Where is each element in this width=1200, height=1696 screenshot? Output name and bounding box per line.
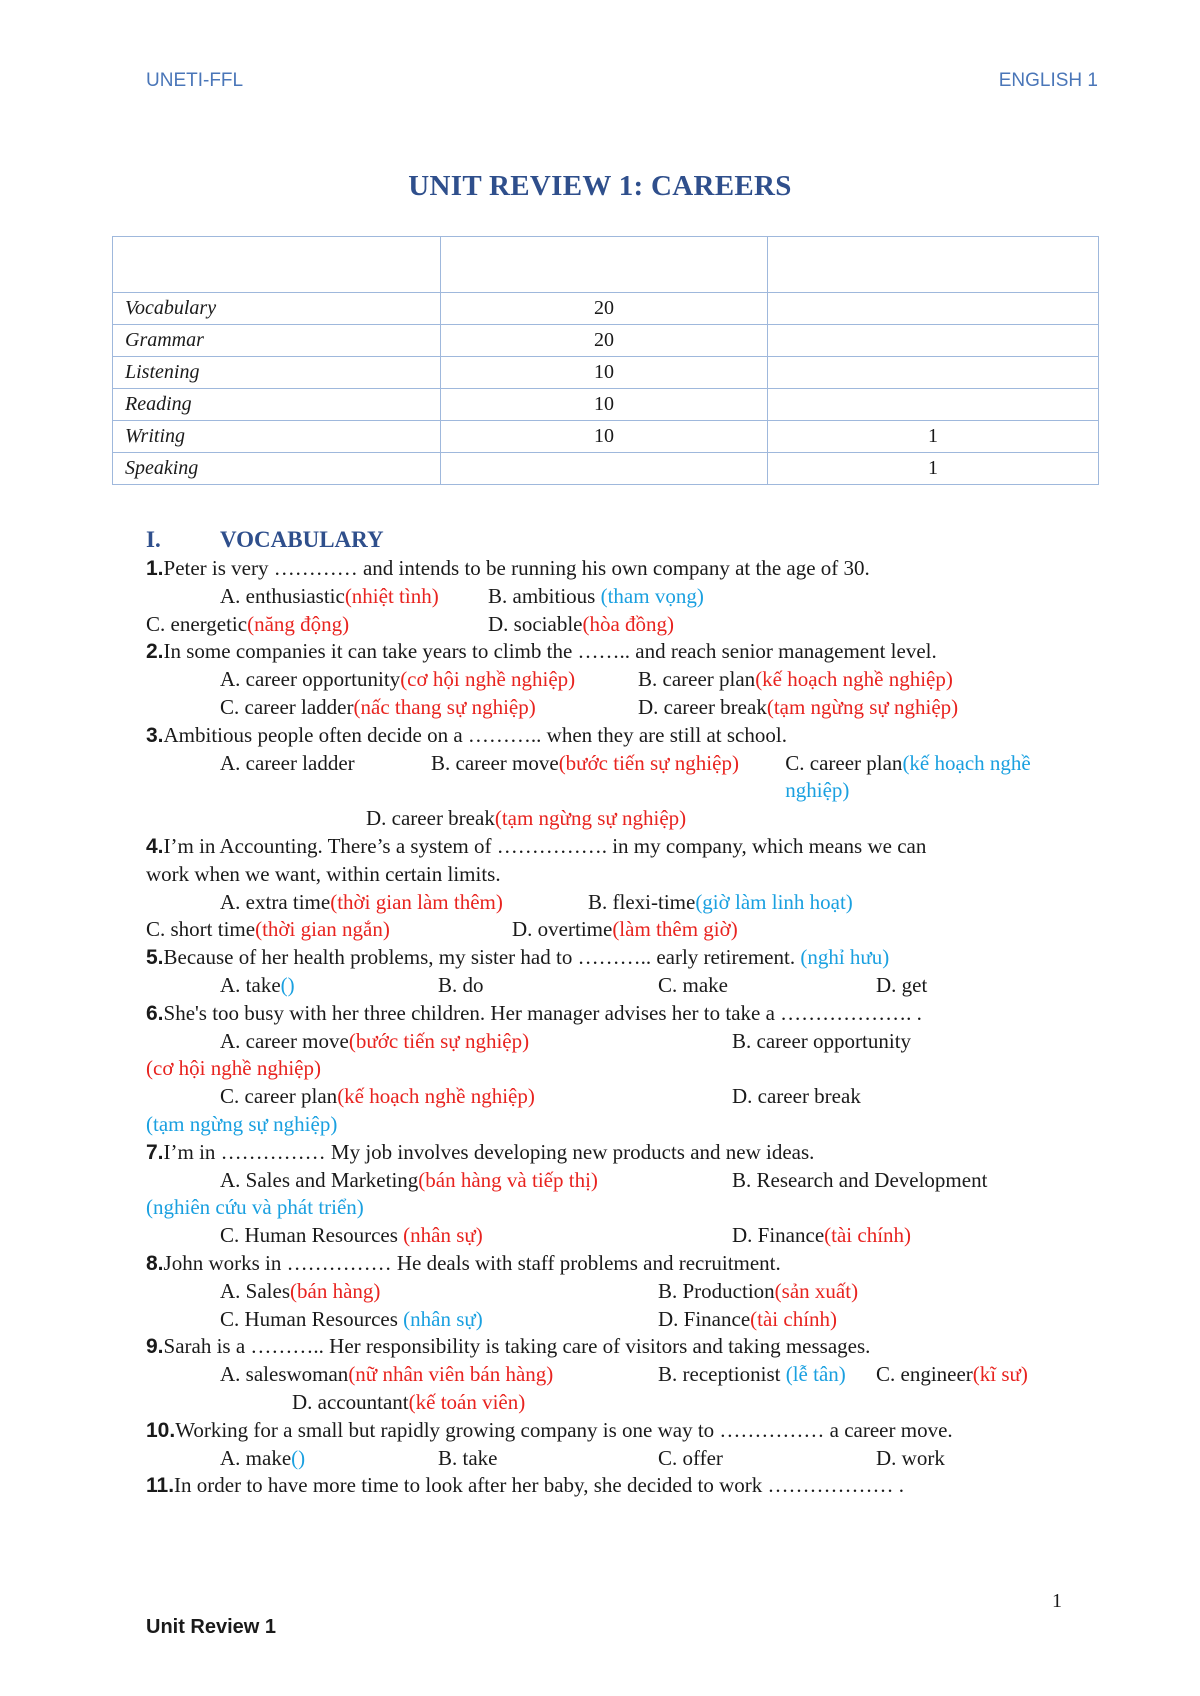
skill-cell: Listening [113,357,441,389]
option-text: B. career opportunity [732,1028,912,1053]
options-row [146,694,1090,722]
question-7 [146,1139,1090,1167]
option-translation: (nấc thang sự nghiệp) [353,694,536,719]
option-text: A. saleswoman [220,1362,349,1387]
question-text: John works in …………… He deals with staff problems and recruitment. [163,1250,781,1275]
option-text: C. energetic [146,611,248,636]
option-b[interactable] [488,583,856,611]
options-row [146,583,1090,611]
option-text: A. make [220,1445,292,1470]
options-row [146,1222,1090,1250]
options-row [146,1278,1090,1306]
options-row [146,750,1090,806]
option-b[interactable] [431,750,785,806]
exercise-content [146,525,1090,1500]
option-translation: (nhân sự) [403,1223,483,1248]
option-a[interactable] [220,1361,658,1389]
table-header-cell [441,237,768,293]
option-text: A. Sales [220,1278,290,1303]
question-4 [146,833,1090,861]
option-translation: (nữ nhân viên bán hàng) [348,1362,554,1387]
option-text: C. engineer [876,1362,973,1387]
option-b[interactable]: B. do [438,972,484,997]
option-a[interactable] [220,583,488,611]
option-c[interactable] [146,611,488,639]
value-cell: 1 [768,453,1099,485]
option-translation: (bước tiến sự nghiệp) [558,750,739,775]
table-row [113,453,1099,485]
header-right: ENGLISH 1 [998,70,1098,91]
question-text: Sarah is a ……….. Her responsibility is taking care of visitors and taking messages. [163,1334,871,1359]
section-heading [146,525,1090,555]
option-text: C. career ladder [220,694,354,719]
question-6 [146,1000,1090,1028]
option-text: D. sociable [488,611,583,636]
question-text-continued: work when we want, within certain limits. [146,861,501,886]
option-a[interactable] [220,1028,732,1056]
option-a[interactable] [220,1278,658,1306]
question-2 [146,638,1090,666]
option-text: C. career plan [785,750,903,775]
question-number: 3. [146,723,164,747]
value-cell [768,357,1099,389]
value-cell: 20 [441,325,768,357]
option-translation: (cơ hội nghề nghiệp) [400,667,576,692]
value-cell: 10 [441,389,768,421]
section-number: I. [146,527,161,552]
option-translation: (giờ làm linh hoạt) [695,889,853,914]
options-row [146,889,1090,917]
table-row [113,293,1099,325]
option-text: C. short time [146,917,256,942]
option-c[interactable]: C. make [658,972,728,997]
table-row [113,389,1099,421]
question-number: 11. [146,1474,175,1498]
value-cell [768,325,1099,357]
question-number: 9. [146,1335,164,1359]
option-text: C. Human Resources [220,1306,398,1331]
option-translation: (làm thêm giờ) [612,917,738,942]
value-cell [768,389,1099,421]
table-header-cell [113,237,441,293]
option-translation: (kĩ sư) [972,1362,1028,1387]
option-b[interactable] [732,1028,911,1056]
options-row [146,1028,1090,1056]
option-translation: () [280,972,295,997]
question-1 [146,555,1090,583]
option-text: D. career break [366,806,495,831]
options-row [146,1083,1090,1111]
question-number: 5. [146,946,164,970]
value-cell [768,293,1099,325]
option-d[interactable]: D. get [876,972,928,997]
option-translation: (kế hoạch nghề nghiệp) [337,1084,535,1109]
options-row [146,1361,1090,1389]
option-a[interactable] [220,889,588,917]
option-b[interactable] [732,1167,987,1195]
option-translation: (tạm ngừng sự nghiệp) [766,694,959,719]
options-row [146,1167,1090,1195]
table-row [113,325,1099,357]
option-d[interactable] [638,694,958,722]
option-translation: (thời gian làm thêm) [330,889,503,914]
question-number: 1. [146,557,164,580]
option-text: B. Research and Development [732,1167,988,1192]
option-b[interactable] [658,1278,858,1306]
option-b-translation: (cơ hội nghề nghiệp) [146,1056,321,1081]
option-d[interactable] [292,1389,525,1417]
page-title: UNIT REVIEW 1: CAREERS [408,170,792,202]
skill-cell: Vocabulary [113,293,441,325]
option-b[interactable]: B. take [438,1445,498,1470]
option-text: B. receptionist [658,1362,781,1387]
option-d[interactable] [658,1306,837,1334]
skill-cell: Speaking [113,453,441,485]
question-10 [146,1417,1090,1445]
question-number: 8. [146,1251,164,1275]
option-text: A. Sales and Marketing [220,1167,419,1192]
question-11 [146,1472,1090,1500]
option-d-translation: (tạm ngừng sự nghiệp) [146,1111,338,1136]
question-text: Because of her health problems, my sister had to ……….. early retirement. [163,945,796,970]
option-c[interactable] [785,750,1090,806]
table-header-row [113,237,1099,293]
question-text: In order to have more time to look after her baby, she decided to work ……………… . [174,1473,904,1498]
option-a[interactable] [220,750,431,806]
options-row [146,666,1090,694]
table-row [113,421,1099,453]
option-text: A. enthusiastic [220,583,345,608]
option-b-translation: (nghiên cứu và phát triển) [146,1195,364,1220]
option-text: D. Finance [658,1306,751,1331]
question-number: 2. [146,640,164,664]
option-text: A. career opportunity [220,667,401,692]
question-number: 6. [146,1001,164,1025]
option-translation: (kế toán viên) [408,1389,526,1414]
option-translation: (tạm ngừng sự nghiệp) [494,806,687,831]
options-row [146,1306,1090,1334]
option-text: A. take [220,972,281,997]
value-cell: 1 [768,421,1099,453]
option-text: B. Production [658,1278,775,1303]
option-translation: (sản xuất) [774,1278,859,1303]
option-d[interactable]: D. work [876,1445,945,1470]
question-text: She's too busy with her three children. Her manager advises her to take a ………………. . [163,1000,922,1025]
option-text: D. accountant [292,1389,409,1414]
option-translation: (tài chính) [824,1223,912,1248]
option-translation: (nhiệt tình) [344,583,439,608]
value-cell [441,453,768,485]
option-translation: (hòa đồng) [582,611,675,636]
options-row [146,916,1090,944]
option-text: B. career plan [638,667,756,692]
option-a[interactable] [220,1445,438,1473]
question-number: 7. [146,1140,164,1164]
spacer [146,1389,292,1417]
option-c[interactable] [220,1306,658,1334]
option-translation: (lễ tân) [785,1362,846,1387]
skill-cell: Reading [113,389,441,421]
question-text: Working for a small but rapidly growing company is one way to …………… a career move. [175,1417,953,1442]
option-text: B. flexi-time [588,889,696,914]
option-text: B. ambitious [488,583,596,608]
option-text: D. career break [638,694,767,719]
question-5 [146,944,1090,972]
spacer [146,805,366,833]
option-text: C. career plan [220,1084,338,1109]
option-c[interactable] [876,1361,1028,1389]
option-text: B. career move [431,750,559,775]
option-c[interactable] [220,1083,732,1111]
option-d[interactable] [732,1222,911,1250]
question-number: 4. [146,834,164,858]
question-9 [146,1333,1090,1361]
option-text: A. career ladder [220,750,355,775]
option-text: A. career move [220,1028,349,1053]
option-c[interactable]: C. offer [658,1445,723,1470]
table-header-cell [768,237,1099,293]
question-translation: (nghỉ hưu) [800,945,890,970]
option-text: C. Human Resources [220,1223,398,1248]
options-row [146,972,1090,1000]
table-row [113,357,1099,389]
option-text: A. extra time [220,889,331,914]
question-text: Ambitious people often decide on a ……….. when they are still at school. [163,722,787,747]
score-table [112,236,1099,485]
option-d[interactable] [732,1083,861,1111]
option-a[interactable] [220,666,638,694]
option-text: D. overtime [512,917,613,942]
page-number: 1 [1052,1590,1062,1612]
option-translation: (năng động) [247,611,350,636]
question-number: 10. [146,1418,176,1442]
value-cell: 20 [441,293,768,325]
header-left: UNETI-FFL [146,70,244,91]
option-c[interactable] [220,1222,732,1250]
question-text: I’m in …………… My job involves developing new products and new ideas. [163,1139,815,1164]
option-c[interactable] [146,916,512,944]
options-row [146,611,1090,639]
option-translation: (bán hàng) [290,1278,381,1303]
skill-cell: Writing [113,421,441,453]
option-translation: (bán hàng và tiếp thị) [418,1167,598,1192]
option-translation: (bước tiến sự nghiệp) [348,1028,530,1053]
question-text: In some companies it can take years to climb the …….. and reach senior management level. [163,639,937,664]
option-translation: () [291,1445,306,1470]
section-title: VOCABULARY [220,527,384,552]
question-8 [146,1250,1090,1278]
question-text: Peter is very ………… and intends to be running his own company at the age of 30. [163,556,870,580]
option-translation: (nhân sự) [403,1306,483,1331]
option-a[interactable] [220,972,438,1000]
option-translation: (kế hoạch nghề nghiệp) [755,667,953,692]
option-translation: (tham vọng) [600,583,704,608]
value-cell: 10 [441,421,768,453]
option-a[interactable] [220,1167,732,1195]
option-text: D. career break [732,1084,861,1109]
question-3 [146,722,1090,750]
footer-text: Unit Review 1 [146,1616,277,1638]
options-row [146,1445,1090,1473]
option-d[interactable] [488,611,674,639]
option-text: D. Finance [732,1223,825,1248]
option-translation: (kế hoạch nghề nghiệp) [785,750,1031,803]
option-translation: (thời gian ngắn) [255,917,390,942]
question-text: I’m in Accounting. There’s a system of ……………. in my company, which means we can [163,833,927,858]
value-cell: 10 [441,357,768,389]
options-row [146,1389,1090,1417]
option-translation: (tài chính) [750,1306,838,1331]
options-row [146,805,1090,833]
option-c[interactable] [220,694,638,722]
option-d[interactable] [366,805,686,833]
option-b[interactable] [638,666,953,694]
skill-cell: Grammar [113,325,441,357]
option-b[interactable] [658,1361,876,1389]
option-d[interactable] [512,916,738,944]
option-b[interactable] [588,889,853,917]
